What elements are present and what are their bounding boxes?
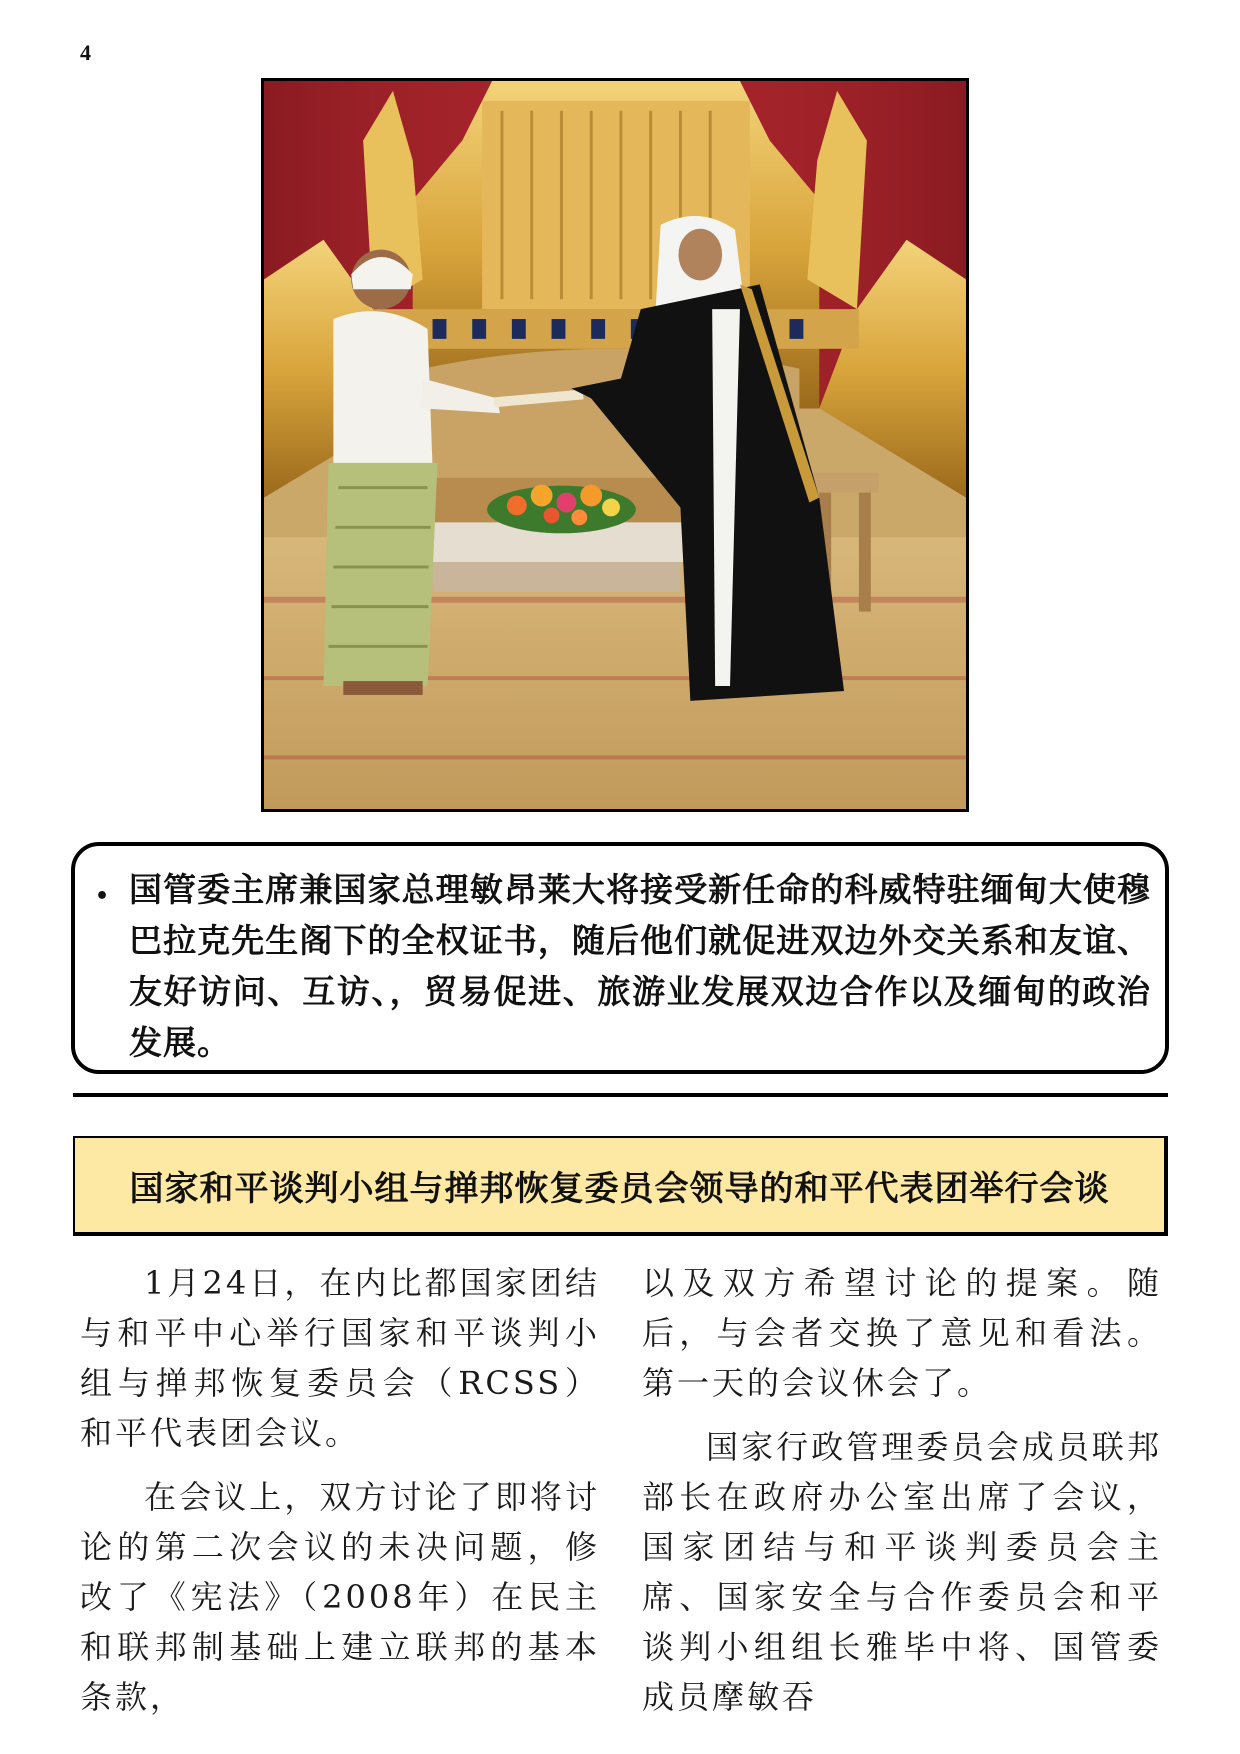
article-column-left (80, 1258, 600, 1736)
section-divider (73, 1093, 1168, 1097)
article-paragraph: 1月24日，在内比都国家团结与和平中心举行国家和平谈判小组与掸邦恢复委员会（RCSS）和平代表团会议。 (80, 1264, 600, 1452)
article-headline: 国家和平谈判小组与掸邦恢复委员会领导的和平代表团举行会谈 (129, 1168, 1110, 1209)
ceremony-photo (261, 78, 969, 812)
photo-caption-box (71, 842, 1169, 1074)
article-paragraph: 在会议上，双方讨论了即将讨论的第二次会议的未决问题，修改了《宪法》（2008年）在民主和联邦制基础上建立联邦的基本条款， (80, 1478, 600, 1716)
page-number: 4 (80, 40, 91, 65)
bullet-icon: • (95, 884, 110, 909)
article-paragraph: 国家行政管理委员会成员联邦部长在政府办公室出席了会议，国家团结与和平谈判委员会主席、国家安全与合作委员会和平谈判小组组长雅毕中将、国管委成员摩敏吞 (642, 1428, 1162, 1716)
photo-caption: 国管委主席兼国家总理敏昂莱大将接受新任命的科威特驻缅甸大使穆巴拉克先生阁下的全权证书，随后他们就促进双边外交关系和友谊、友好访问、互访、，贸易促进、旅游业发展双边合作以及缅甸的政治发展。 (129, 870, 1151, 1062)
article-headline-box (73, 1136, 1168, 1236)
article-column-right (642, 1258, 1162, 1736)
article-paragraph: 以及双方希望讨论的提案。随后，与会者交换了意见和看法。第一天的会议休会了。 (642, 1264, 1162, 1402)
